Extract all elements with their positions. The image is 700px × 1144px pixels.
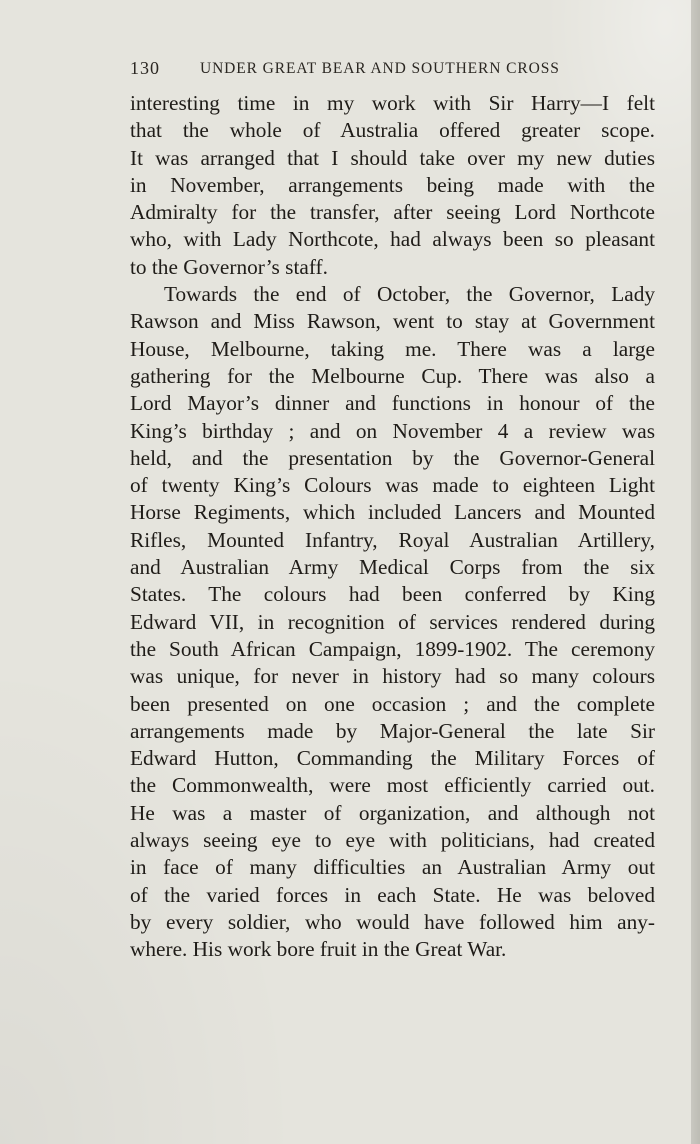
text-line: Admiralty for the transfer, after seeing Lord Northcote [130, 200, 655, 225]
text-line: always seeing eye to eye with politicians, had created [130, 828, 655, 853]
paragraph [130, 281, 655, 963]
text-line: States. The colours had been conferred by King [130, 582, 655, 607]
text-line: in November, arrangements being made with the [130, 172, 655, 197]
text-line: been presented on one occasion ; and the complete [130, 691, 655, 716]
paragraph [130, 90, 655, 281]
text-line: Rifles, Mounted Infantry, Royal Australian Artillery, [130, 527, 655, 552]
text-line: who, with Lady Northcote, had always been so pleasant [130, 227, 655, 252]
text-line: interesting time in my work with Sir Harry—I felt [130, 91, 655, 115]
text-line: Towards the end of October, the Governor, Lady [164, 282, 655, 307]
text-line: Lord Mayor’s dinner and functions in honour of the [130, 391, 655, 416]
text-line: of the varied forces in each State. He was beloved [130, 882, 655, 907]
text-line: was unique, for never in history had so many colours [130, 664, 655, 689]
page-header [130, 58, 660, 82]
text-line: in face of many difficulties an Australian Army out [130, 855, 655, 880]
page-edge [691, 0, 700, 1144]
running-title: UNDER GREAT BEAR AND SOUTHERN CROSS [200, 60, 560, 77]
text-line: It was arranged that I should take over my new duties [130, 145, 655, 170]
text-line: King’s birthday ; and on November 4 a review was [130, 418, 655, 443]
text-line: gathering for the Melbourne Cup. There was also a [130, 363, 655, 388]
text-line: and Australian Army Medical Corps from the six [130, 555, 655, 580]
text-line: He was a master of organization, and although not [130, 800, 655, 825]
text-line: the South African Campaign, 1899-1902. The ceremony [130, 636, 655, 661]
text-line: Edward VII, in recognition of services rendered during [130, 609, 655, 634]
page-number: 130 [130, 58, 160, 78]
text-line: House, Melbourne, taking me. There was a large [130, 336, 655, 361]
text-line: of twenty King’s Colours was made to eighteen Light [130, 473, 655, 498]
text-line: where. His work bore fruit in the Great War. [130, 937, 507, 962]
text-line: Rawson and Miss Rawson, went to stay at Government [130, 309, 655, 334]
text-line: Edward Hutton, Commanding the Military Forces of [130, 746, 655, 771]
text-line: to the Governor’s staff. [130, 254, 328, 279]
body-text [130, 90, 655, 964]
text-line: the Commonwealth, were most efficiently carried out. [130, 773, 655, 798]
text-line: arrangements made by Major-General the late Sir [130, 718, 655, 743]
text-line: Horse Regiments, which included Lancers and Mounted [130, 500, 655, 525]
text-line: that the whole of Australia offered greater scope. [130, 118, 655, 143]
text-line: held, and the presentation by the Governor-General [130, 445, 655, 470]
text-line: by every soldier, who would have followed him any- [130, 909, 655, 934]
